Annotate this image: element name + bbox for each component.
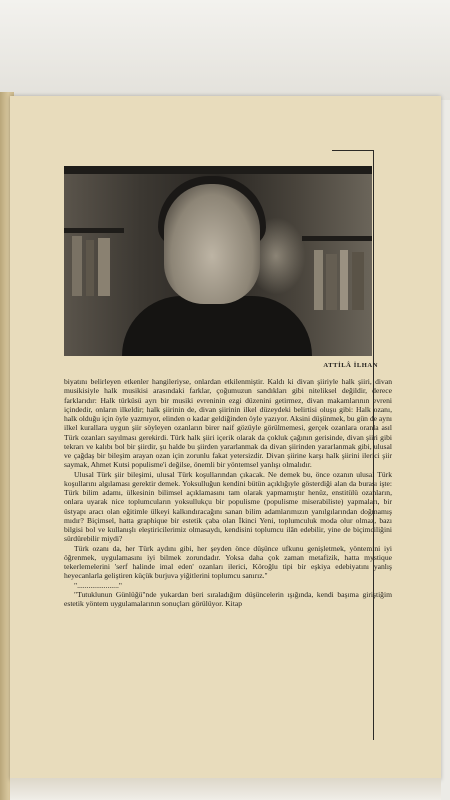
portrait-face xyxy=(164,184,260,304)
book-spine xyxy=(98,238,110,296)
portrait-body xyxy=(122,296,312,356)
body-text xyxy=(64,377,392,608)
paragraph: Türk ozanı da, her Türk aydını gibi, her şeyden önce düşünce ufkunu genişletmek, yöntemini iyi öğrenmek, uygulamasını iyi bilmek zorundadır. Yoksa daha çok zaman metafizik, hatta mystique tekerlemelerini 'serf halinde imal eden' ozanları ilerici, Köroğlu tipi bir eşkiya edebiyatını yanlış heyecanlarla geliştiren küçük burjuva yiğitlerini toplumcu sanırız." xyxy=(64,543,392,581)
shelf-left xyxy=(64,228,124,233)
paragraph: Ulusal Türk şiir bileşimi, ulusal Türk koşullarından çıkacak. Ne demek bu, önce ozanın ulusal Türk koşullarını algılaması gerektir demek. Yoksulluğun kendini bütün açıklığıyle gösterdiği alan da burası işte: Türk bilim adamı, ülkesinin bilimsel açıklamasını tam olarak yapmamıştır henüz, enstitülü ozanların, onlara uyarak nice toplumcuların yoksullukçu bir populisme (populisme miserabiliste) yapmaları, bir üstyapı aracı olan eğitimle ülkeyi kalkındıracağını sanan bilim adamlarımızın yanılgılarından doğmamış mıdır? Biçimsel, hatta graphique bir estetik çaba olan İkinci Yeni, toplumculuk moda olur olmaz, bazı bilgisi bol ve kullanışlı eleştiricilerimiz olmasaydı, kendisini toplumcu ilân edebilir, yine de biçimciliğini sürdürebilir miydi? xyxy=(64,469,392,544)
book-spine xyxy=(352,252,364,310)
book-spine xyxy=(340,250,348,310)
paragraph: "Tutuklunun Günlüğü"nde yukardan beri sıraladığım düşüncelerin ışığında, kendi başıma giriştiğim estetik yöntem uygulamalarının sonuçları görülüyor. Kitap xyxy=(64,589,392,608)
paragraph: biyatını belirleyen etkenler hangileriyse, onlardan etkilenmiştir. Kaldı ki divan şiiriyle halk şiiri, divan musikisiyle halk musikisi arasındaki farklar, çoğumuzun sandıkları gibi niteliksel değildir, derece farklarıdır: Halk türküsü ayrı bir musiki evreninin ezgi düzenini getirmez, divan makamlarının evreni içindedir, onların ilkeldir; halk şiirinin de, divan şiirinin ilkel düzeydeki belirtisi oluşu gibi: Halk ozanı, halk olduğu için öyle yazmıyor, elinden o kadar geldiğinden öyle yazıyor. Aksini düşünmek, bu gün de aynı ilkel kurallara uygun şiir söyleyen ozanların birer naif gözüyle görülmemesi, gerçek ozanlara oranla asıl Türk ozanları sayılması gerekirdi. Türk halk şiiri içerik olarak da çokluk çağının gerisinde, divan şiiri gibi tekrarı ve kalıbı bol bir şiirdir, şu halde bu şiirden yararlanmak da divan şiirinden yararlanmak gibi, ulusal ve çağdaş bir bileşim arayan ozan için zorunlu fakat yetersizdir. Divan şiirine karşı halk şiirini ilerici şiir saymak, Ahmet Kutsi populisme'i değilse, önemli bir yöntemsel yanlışı olmalıdır. xyxy=(64,377,392,470)
book-spine xyxy=(314,250,323,310)
page-bottom-edge xyxy=(10,778,441,800)
shelf-right xyxy=(302,236,372,241)
book-spine xyxy=(72,236,82,296)
book-spine xyxy=(86,240,94,296)
shelf-top xyxy=(64,166,372,174)
photo-caption: ATTİLÂ İLHAN xyxy=(323,362,378,369)
book-spine xyxy=(326,254,337,310)
corner-rule-top xyxy=(332,150,374,151)
portrait-photo xyxy=(64,166,372,356)
background-top xyxy=(0,0,450,100)
paragraph: "......................" xyxy=(74,580,122,590)
